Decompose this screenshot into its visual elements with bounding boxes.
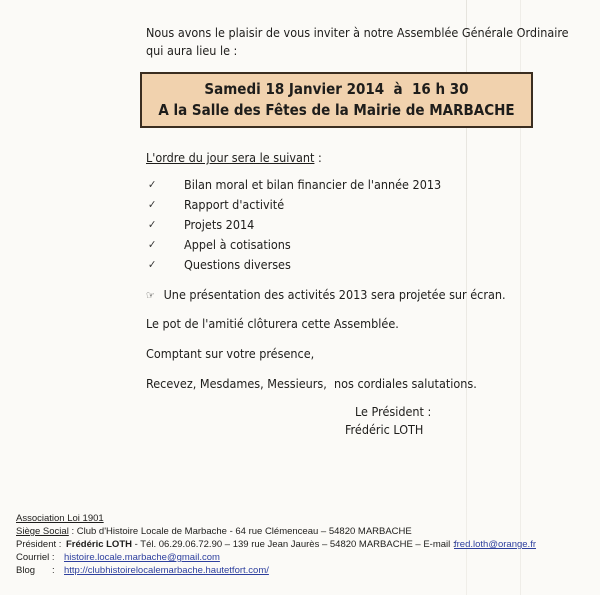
blog-colon: : — [52, 565, 55, 576]
president-label: Président : — [16, 539, 62, 550]
siege-text: : Club d'Histoire Locale de Marbache - 64 rue Clémenceau – 54820 MARBACHE — [68, 526, 412, 537]
signature-name: Frédéric LOTH — [345, 422, 424, 437]
intro-line-1: Nous avons le plaisir de vous inviter à notre Assemblée Générale Ordinaire — [146, 25, 569, 40]
event-place: A la Salle des Fêtes de la Mairie de MARBACHE — [158, 101, 515, 119]
check-icon: ✓ — [148, 178, 157, 191]
association-label: Association Loi 1901 — [16, 513, 104, 524]
agenda-heading — [146, 150, 322, 165]
agenda-item-text: Bilan moral et bilan financier de l'année 2013 — [184, 177, 442, 192]
check-icon: ✓ — [148, 218, 157, 231]
paragraph-salutations: Recevez, Mesdames, Messieurs, nos cordiales salutations. — [146, 376, 477, 391]
siege-label: Siège Social — [16, 526, 69, 537]
intro-text — [146, 24, 569, 60]
agenda-item-text: Rapport d'activité — [184, 197, 285, 212]
event-date: Samedi 18 Janvier 2014 à 16 h 30 — [204, 80, 469, 98]
president-name: Frédéric LOTH — [66, 539, 132, 550]
check-icon: ✓ — [148, 258, 157, 271]
courriel-label: Courriel : — [16, 552, 55, 563]
president-details: - Tél. 06.29.06.72.90 – 139 rue Jean Jaurès – 54820 MARBACHE – E-mail : — [132, 539, 456, 550]
agenda-item-text: Questions diverses — [184, 257, 291, 272]
agenda-item-text: Projets 2014 — [184, 217, 255, 232]
paragraph-pot: Le pot de l'amitié clôturera cette Assemblée. — [146, 316, 399, 331]
intro-line-2: qui aura lieu le : — [146, 43, 238, 58]
event-box — [140, 72, 533, 128]
signature-title: Le Président : — [355, 404, 432, 419]
president-email-link[interactable]: fred.loth@orange.fr — [454, 539, 536, 550]
presentation-note-text: Une présentation des activités 2013 sera projetée sur écran. — [163, 287, 506, 302]
blog-link[interactable]: http://clubhistoirelocalemarbache.hautetfort.com/ — [64, 565, 269, 576]
check-icon: ✓ — [148, 198, 157, 211]
pointing-hand-icon: ☞ — [146, 289, 155, 302]
presentation-note — [146, 287, 506, 302]
courriel-link[interactable]: histoire.locale.marbache@gmail.com — [64, 552, 220, 563]
agenda-heading-text: L'ordre du jour sera le suivant — [146, 150, 315, 165]
agenda-item-text: Appel à cotisations — [184, 237, 291, 252]
blog-label: Blog — [16, 565, 36, 576]
agenda-heading-colon: : — [314, 150, 322, 165]
paragraph-presence: Comptant sur votre présence, — [146, 346, 315, 361]
check-icon: ✓ — [148, 238, 157, 251]
